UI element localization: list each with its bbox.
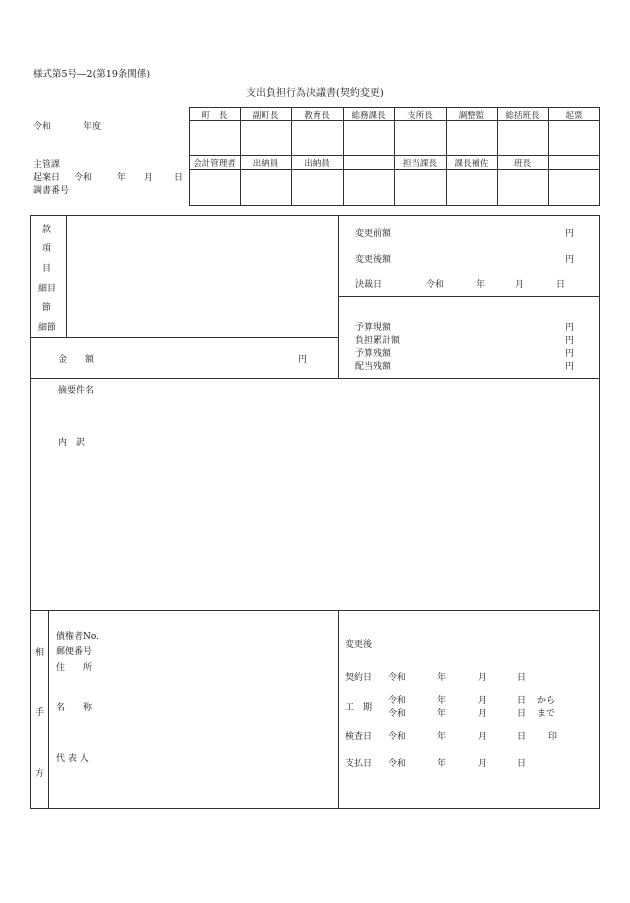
draft-date-label: 起案日 — [33, 173, 61, 183]
fiscal-year-label: 年度 — [83, 122, 102, 132]
contract-date-era: 令和 — [388, 673, 407, 683]
counterparty-side-1: 相 — [35, 648, 45, 658]
form-title: 支出負担行為決議書(契約変更) — [246, 88, 384, 99]
budget-item-kan: 款 — [42, 225, 52, 235]
budget-current-unit: 円 — [565, 323, 575, 333]
allocation-remaining-label: 配当残額 — [355, 362, 392, 372]
budget-remaining-label: 予算残額 — [355, 349, 392, 359]
decision-date-label: 決裁日 — [355, 280, 383, 290]
budget-item-moku: 目 — [42, 264, 52, 274]
draft-date-day: 日 — [174, 173, 184, 183]
amount-label: 金 額 — [58, 355, 95, 365]
approval-top-7: 総括班長 — [505, 111, 540, 121]
approval-bottom-1: 会計管理者 — [193, 159, 236, 169]
department-label: 主管課 — [33, 160, 61, 170]
after-change-label: 変更後額 — [355, 255, 392, 265]
counterparty-side-2: 手 — [35, 708, 45, 718]
period-start-day: 日 — [517, 696, 527, 706]
period-start-month: 月 — [478, 696, 488, 706]
payment-date-label: 支払日 — [345, 759, 373, 769]
representative-label: 代 表 人 — [56, 754, 89, 764]
payment-date-month: 月 — [478, 759, 488, 769]
contract-date-year: 年 — [437, 673, 447, 683]
contract-date-label: 契約日 — [345, 673, 373, 683]
address-label: 住 所 — [56, 663, 93, 673]
payment-date-day: 日 — [517, 759, 527, 769]
before-change-unit: 円 — [565, 229, 575, 239]
before-change-label: 変更前額 — [355, 229, 392, 239]
inspection-date-day: 日 — [517, 732, 527, 742]
approval-top-8: 起票 — [565, 111, 583, 121]
contract-date-month: 月 — [478, 673, 488, 683]
burden-total-label: 負担累計額 — [355, 336, 401, 346]
approval-bottom-3: 出納員 — [304, 159, 330, 169]
amount-unit: 円 — [298, 355, 308, 365]
decision-date-day: 日 — [556, 280, 566, 290]
approval-bottom-6: 課長補佐 — [454, 159, 489, 169]
inspection-seal: 印 — [548, 732, 558, 742]
approval-top-6: 調整監 — [458, 111, 485, 121]
breakdown-label: 内 訳 — [58, 438, 86, 448]
budget-item-saimoku: 細目 — [38, 284, 57, 294]
budget-current-label: 予算現額 — [355, 323, 392, 333]
period-end-year: 年 — [437, 709, 447, 719]
budget-remaining-unit: 円 — [565, 349, 575, 359]
fiscal-era: 令和 — [33, 122, 52, 132]
approval-bottom-2: 出納員 — [252, 159, 279, 169]
subject-label: 摘要件名 — [58, 386, 95, 396]
approval-top-1: 町 長 — [201, 111, 228, 121]
main-form — [30, 215, 600, 809]
inspection-date-era: 令和 — [388, 732, 407, 742]
payment-date-year: 年 — [437, 759, 447, 769]
period-start-era: 令和 — [388, 696, 407, 706]
period-end-month: 月 — [478, 709, 488, 719]
form-id: 様式第5号―2(第19条関係) — [33, 69, 151, 80]
period-from: から — [537, 696, 556, 706]
decision-date-month: 月 — [515, 280, 525, 290]
approval-top-3: 教育長 — [304, 111, 330, 121]
period-end-era: 令和 — [388, 709, 407, 719]
after-heading: 変更後 — [345, 640, 373, 650]
draft-date-era: 令和 — [74, 173, 93, 183]
decision-date-year: 年 — [476, 280, 486, 290]
approval-bottom-5: 担当課長 — [402, 159, 437, 169]
period-label: 工 期 — [345, 703, 373, 713]
inspection-date-label: 検査日 — [345, 732, 373, 742]
creditor-no-label: 債権者No. — [56, 632, 99, 642]
name-label: 名 称 — [56, 703, 93, 713]
approval-top-5: 支所長 — [407, 111, 433, 121]
budget-item-setsu: 節 — [42, 303, 52, 313]
inspection-date-year: 年 — [437, 732, 447, 742]
burden-total-unit: 円 — [565, 336, 575, 346]
allocation-remaining-unit: 円 — [565, 362, 575, 372]
inspection-date-month: 月 — [478, 732, 488, 742]
draft-date-month: 月 — [144, 173, 154, 183]
period-until: まで — [537, 709, 556, 719]
decision-date-era: 令和 — [426, 280, 445, 290]
period-start-year: 年 — [437, 696, 447, 706]
contract-date-day: 日 — [517, 673, 527, 683]
draft-date-year: 年 — [117, 173, 127, 183]
period-end-day: 日 — [517, 709, 527, 719]
payment-date-era: 令和 — [388, 759, 407, 769]
postal-code-label: 郵便番号 — [56, 647, 93, 657]
budget-item-kou: 項 — [42, 244, 52, 254]
counterparty-side-3: 方 — [35, 769, 45, 779]
budget-item-saisetsu: 細節 — [38, 323, 57, 333]
approval-bottom-7: 班長 — [513, 159, 531, 169]
doc-number-label: 調書番号 — [33, 186, 70, 196]
after-change-unit: 円 — [565, 255, 575, 265]
approval-top-2: 副町長 — [252, 111, 279, 121]
approval-top-4: 総務課長 — [351, 111, 386, 121]
